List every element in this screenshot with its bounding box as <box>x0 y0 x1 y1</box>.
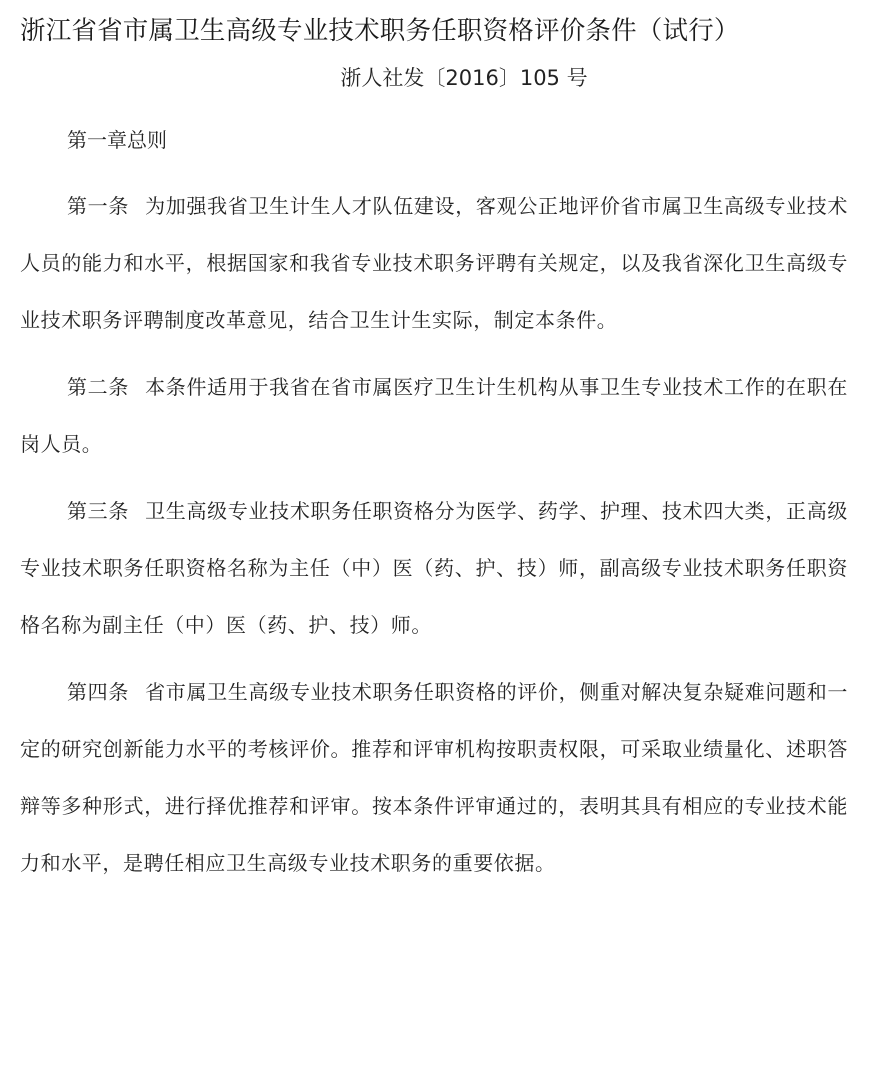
document-page <box>0 14 878 1087</box>
article-2-label: 第二条 <box>67 375 130 399</box>
article-4 <box>20 664 848 892</box>
article-4-label: 第四条 <box>67 680 130 704</box>
article-2-text: 本条件适用于我省在省市属医疗卫生计生机构从事卫生专业技术工作的在职在岗人员。 <box>20 375 848 456</box>
document-number: 浙人社发〔2016〕105 号 <box>340 66 588 90</box>
article-1 <box>20 178 848 349</box>
article-3-text: 卫生高级专业技术职务任职资格分为医学、药学、护理、技术四大类，正高级专业技术职务任职资格名称为主任（中）医（药、护、技）师，副高级专业技术职务任职资格名称为副主任（中）医（药、护、技）师。 <box>20 499 848 637</box>
article-3 <box>20 483 848 654</box>
chapter-heading: 第一章总则 <box>67 128 167 152</box>
article-4-text: 省市属卫生高级专业技术职务任职资格的评价，侧重对解决复杂疑难问题和一定的研究创新能力水平的考核评价。推荐和评审机构按职责权限，可采取业绩量化、述职答辩等多种形式，进行择优推荐和评审。按本条件评审通过的，表明其具有相应的专业技术能力和水平，是聘任相应卫生高级专业技术职务的重要依据。 <box>20 680 848 875</box>
article-1-label: 第一条 <box>67 194 130 218</box>
document-title: 浙江省省市属卫生高级专业技术职务任职资格评价条件（试行） <box>20 16 740 46</box>
article-3-label: 第三条 <box>67 499 130 523</box>
article-2 <box>20 359 848 473</box>
article-1-text: 为加强我省卫生计生人才队伍建设，客观公正地评价省市属卫生高级专业技术人员的能力和水平，根据国家和我省专业技术职务评聘有关规定，以及我省深化卫生高级专业技术职务评聘制度改革意见，结合卫生计生实际，制定本条件。 <box>20 194 848 332</box>
